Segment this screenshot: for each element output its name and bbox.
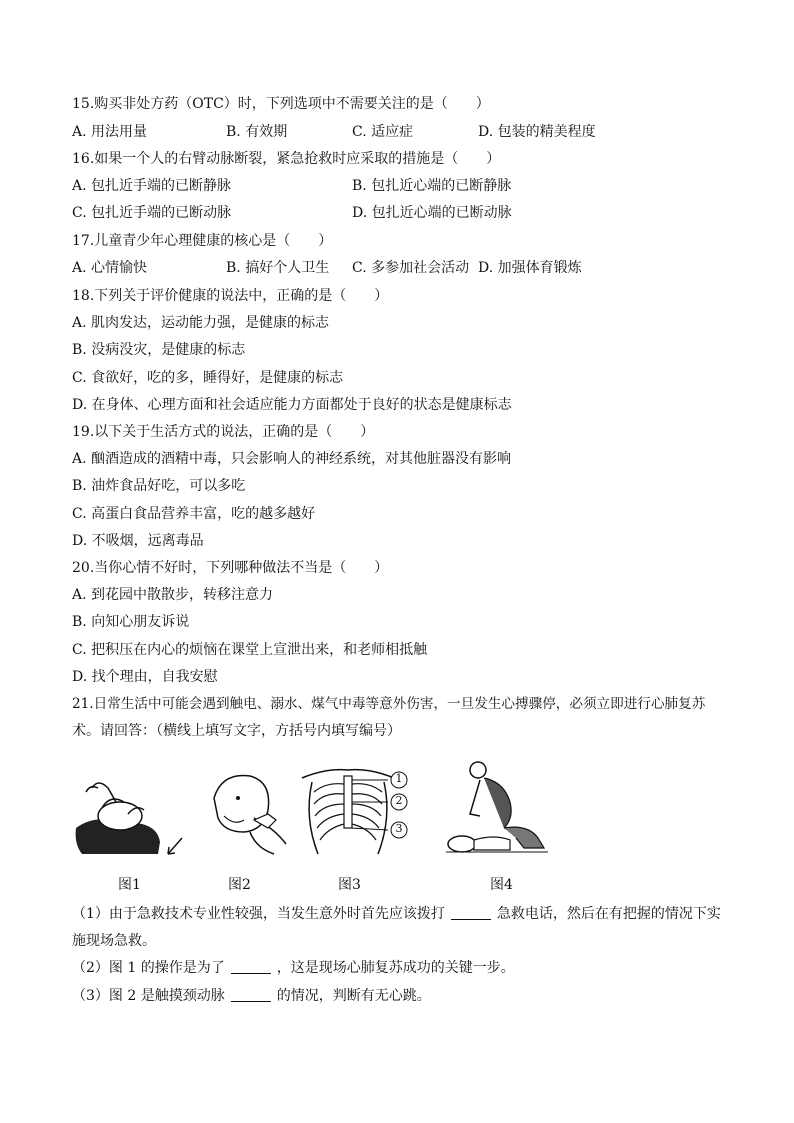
q21-part3 bbox=[72, 986, 431, 1006]
q15-option-d: D. 包装的精美程度 bbox=[478, 124, 596, 140]
q19-option-b: B. 油炸食品好吃，可以多吃 bbox=[72, 478, 246, 494]
figure-1-drawing bbox=[72, 758, 192, 863]
figure-4-caption: 图4 bbox=[490, 877, 513, 893]
q21-part3-text-b: 的情况，判断有无心跳。 bbox=[276, 988, 431, 1004]
q18-option-a: A. 肌肉发达，运动能力强，是健康的标志 bbox=[72, 315, 330, 331]
q15-option-a: A. 用法用量 bbox=[72, 124, 148, 140]
q17-option-d: D. 加强体育锻炼 bbox=[478, 260, 582, 276]
marker-1: 1 bbox=[395, 772, 403, 785]
figure-4 bbox=[444, 758, 552, 893]
q17-stem: 17.儿童青少年心理健康的核心是（ ） bbox=[72, 233, 333, 249]
q19-option-d: D. 不吸烟，远离毒品 bbox=[72, 533, 204, 549]
q20-option-d: D. 找个理由，自我安慰 bbox=[72, 669, 218, 685]
q16-option-a: A. 包扎近手端的已断静脉 bbox=[72, 178, 232, 194]
cpr-figures bbox=[72, 758, 552, 893]
q21-part2-text-a: （2）图 1 的操作是为了 bbox=[72, 960, 225, 976]
figure-3 bbox=[296, 758, 416, 893]
q18-option-b: B. 没病没灾，是健康的标志 bbox=[72, 342, 246, 358]
q16-option-d: D. 包扎近心端的已断动脉 bbox=[352, 205, 512, 221]
q19-option-c: C. 高蛋白食品营养丰富，吃的越多越好 bbox=[72, 506, 316, 522]
q20-option-c: C. 把积压在内心的烦恼在课堂上宣泄出来，和老师相抵触 bbox=[72, 642, 428, 658]
figure-1-caption: 图1 bbox=[118, 877, 141, 893]
q18-option-c: C. 食欲好，吃的多，睡得好，是健康的标志 bbox=[72, 370, 344, 386]
q15-stem: 15.购买非处方药（OTC）时，下列选项中不需要关注的是（ ） bbox=[72, 96, 490, 112]
figure-2 bbox=[194, 758, 294, 893]
q21-part2-blank[interactable] bbox=[231, 959, 271, 974]
q21-part3-text-a: （3）图 2 是触摸颈动脉 bbox=[72, 988, 225, 1004]
q21-part2-text-b: ，这是现场心肺复苏成功的关键一步。 bbox=[276, 960, 515, 976]
figure-4-drawing bbox=[444, 758, 552, 863]
q17-option-c: C. 多参加社会活动 bbox=[352, 260, 470, 276]
marker-2: 2 bbox=[395, 794, 403, 807]
q21-stem-line2: 术。请回答：（横线上填写文字，方括号内填写编号） bbox=[72, 723, 401, 739]
q19-stem: 19.以下关于生活方式的说法，正确的是（ ） bbox=[72, 424, 375, 440]
q18-option-d: D. 在身体、心理方面和社会适应能力方面都处于良好的状态是健康标志 bbox=[72, 397, 512, 413]
q17-option-b: B. 搞好个人卫生 bbox=[226, 260, 330, 276]
q20-option-a: A. 到花园中散散步，转移注意力 bbox=[72, 587, 274, 603]
q20-stem: 20.当你心情不好时，下列哪种做法不当是（ ） bbox=[72, 560, 389, 576]
marker-3: 3 bbox=[395, 822, 403, 835]
q21-part1-line1 bbox=[72, 904, 721, 924]
q18-stem: 18.下列关于评价健康的说法中，正确的是（ ） bbox=[72, 288, 389, 304]
q21-part1-text-a: （1）由于急救技术专业性较强，当发生意外时首先应该拨打 bbox=[72, 906, 445, 922]
q19-option-a: A. 酗酒造成的酒精中毒，只会影响人的神经系统，对其他脏器没有影响 bbox=[72, 451, 512, 467]
figure-2-drawing bbox=[194, 758, 294, 863]
q21-part2 bbox=[72, 958, 515, 978]
q20-option-b: B. 向知心朋友诉说 bbox=[72, 614, 190, 630]
q21-part1-blank[interactable] bbox=[451, 905, 491, 920]
q21-part1-text-b: 急救电话，然后在有把握的情况下实 bbox=[496, 906, 721, 922]
q15-option-c: C. 适应症 bbox=[352, 124, 414, 140]
q16-stem: 16.如果一个人的右臂动脉断裂，紧急抢救时应采取的措施是（ ） bbox=[72, 151, 501, 167]
figure-2-caption: 图2 bbox=[228, 877, 251, 893]
q15-option-b: B. 有效期 bbox=[226, 124, 288, 140]
q16-option-b: B. 包扎近心端的已断静脉 bbox=[352, 178, 512, 194]
q17-option-a: A. 心情愉快 bbox=[72, 260, 148, 276]
figure-3-caption: 图3 bbox=[338, 877, 361, 893]
figure-1 bbox=[72, 758, 192, 893]
q21-part3-blank[interactable] bbox=[231, 987, 271, 1002]
q21-part1-line2: 施现场急救。 bbox=[72, 933, 156, 949]
q16-option-c: C. 包扎近手端的已断动脉 bbox=[72, 205, 232, 221]
q21-stem-line1: 21.日常生活中可能会遇到触电、溺水、煤气中毒等意外伤害，一旦发生心搏骤停，必须立即进行心肺复苏 bbox=[72, 696, 706, 712]
